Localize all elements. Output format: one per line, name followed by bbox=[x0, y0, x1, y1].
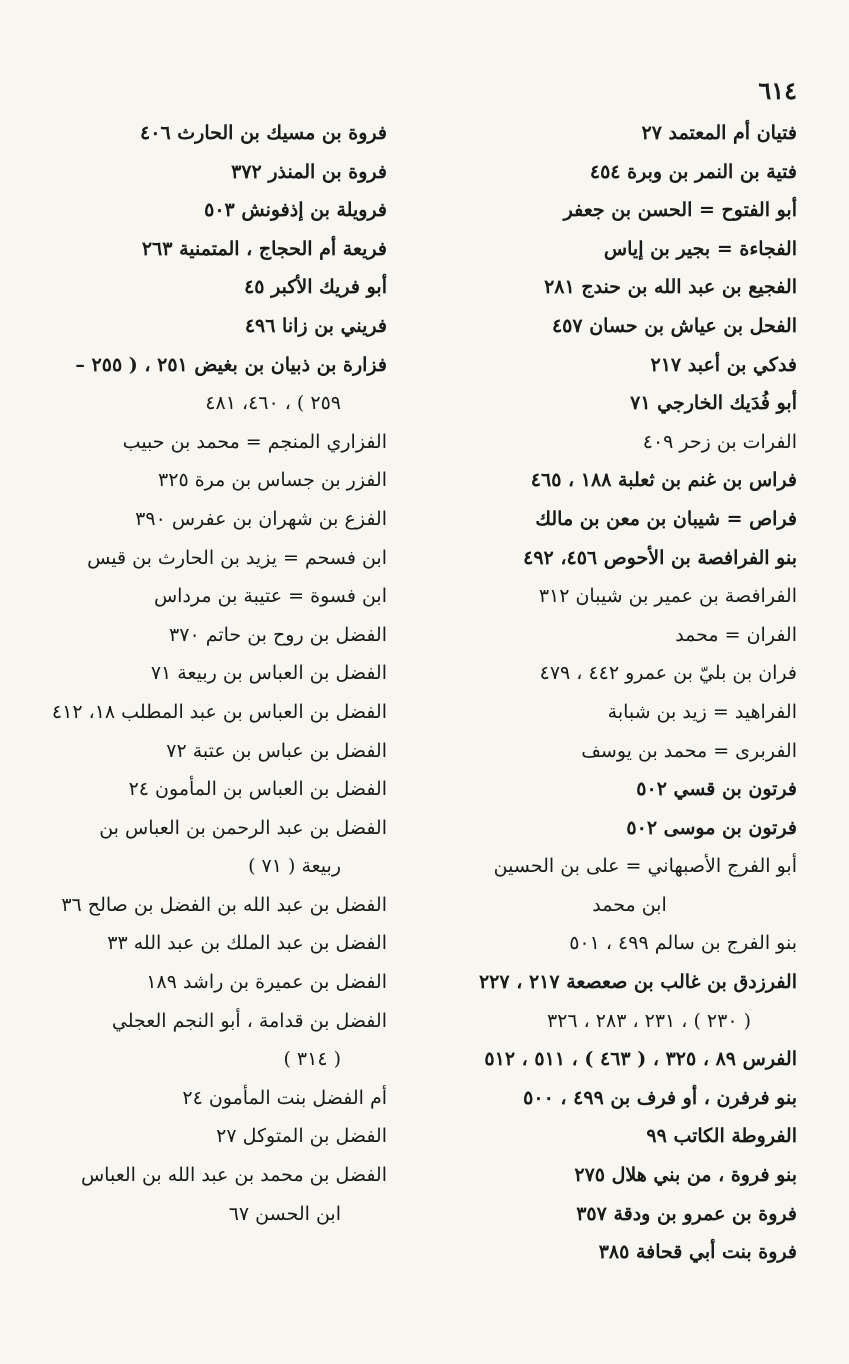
page-number: ٦١٤ bbox=[758, 76, 797, 105]
index-entry: فريني بن زانا ٤٩٦ bbox=[244, 314, 387, 337]
index-entry: أبو الفرج الأصبهاني = على بن الحسين bbox=[493, 855, 797, 878]
index-entry: فروة بن مسيك بن الحارث ٤٠٦ bbox=[140, 122, 387, 144]
index-entry: الفرزدق بن غالب بن صعصعة ٢١٧ ، ٢٢٧ bbox=[478, 971, 797, 994]
index-entry: ابن الحسن ٦٧ bbox=[228, 1202, 341, 1225]
index-entry: الفران = محمد bbox=[675, 623, 797, 646]
index-entry: الفضل بن عباس بن عتبة ٧٢ bbox=[166, 739, 387, 762]
index-entry: فروة بنت أبي قحافة ٣٨٥ bbox=[598, 1241, 797, 1264]
index-entry: الفزاري المنجم = محمد بن حبيب bbox=[122, 430, 387, 453]
index-entry: الفضل بن روح بن حاتم ٣٧٠ bbox=[169, 623, 387, 646]
index-entry: الفزع بن شهران بن عفرس ٣٩٠ bbox=[135, 507, 387, 530]
index-entry: الفزر بن جساس بن مرة ٣٢٥ bbox=[158, 469, 387, 492]
index-entry: بنو الفرافصة بن الأحوص ٤٥٦، ٤٩٢ bbox=[523, 546, 797, 569]
index-entry: ابن محمد bbox=[592, 893, 667, 916]
index-entry: أبو الفتوح = الحسن بن جعفر bbox=[563, 199, 797, 222]
index-entry: ابن فسوة = عتيبة بن مرداس bbox=[153, 585, 387, 608]
index-entry: فراس بن غنم بن ثعلبة ١٨٨ ، ٤٦٥ bbox=[530, 469, 797, 492]
index-entry: الفضل بن العباس بن ربيعة ٧١ bbox=[150, 662, 387, 685]
index-entry: فروة بن المنذر ٣٧٢ bbox=[231, 160, 387, 183]
index-entry: الفضل بن قدامة ، أبو النجم العجلي bbox=[111, 1009, 387, 1032]
index-entry: الفضل بن عبد الرحمن بن العباس بن bbox=[99, 816, 387, 839]
index-entry: ( ٢٣٠ ) ، ٢٣١ ، ٢٨٣ ، ٣٢٦ bbox=[546, 1009, 751, 1032]
index-entry: فدكي بن أعبد ٢١٧ bbox=[650, 353, 797, 376]
index-entry: بنو فروة ، من بني هلال ٢٧٥ bbox=[574, 1164, 797, 1187]
index-entry: فروة بن عمرو بن ودقة ٣٥٧ bbox=[576, 1202, 797, 1225]
index-entry: الفروطة الكاتب ٩٩ bbox=[646, 1125, 797, 1148]
index-entry: فريعة أم الحجاج ، المتمنية ٢٦٣ bbox=[141, 237, 387, 260]
right-column bbox=[462, 114, 797, 1272]
index-entry: فزارة بن ذبيان بن بغيض ٢٥١ ، ( ٢٥٥ – bbox=[75, 353, 387, 376]
index-entry: الفرات بن زحر ٤٠٩ bbox=[642, 430, 797, 453]
index-entry: فتية بن النمر بن وبرة ٤٥٤ bbox=[589, 160, 797, 183]
index-entry: فران بن بليّ بن عمرو ٤٤٢ ، ٤٧٩ bbox=[539, 662, 797, 685]
index-entry: فرويلة بن إذفونش ٥٠٣ bbox=[204, 199, 387, 222]
index-entry: أم الفضل بنت المأمون ٢٤ bbox=[182, 1086, 387, 1109]
index-entry: الفضل بن عميرة بن راشد ١٨٩ bbox=[146, 971, 387, 994]
index-entry: فراص = شيبان بن معن بن مالك bbox=[535, 507, 797, 530]
index-entry: أبو فُدَيك الخارجي ٧١ bbox=[630, 392, 797, 415]
index-entry: الفضل بن عبد الله بن الفضل بن صالح ٣٦ bbox=[61, 893, 387, 916]
index-entry: الفجاءة = بجير بن إياس bbox=[603, 237, 797, 260]
index-entry: ربيعة ( ٧١ ) bbox=[248, 855, 341, 878]
index-entry: ( ٣١٤ ) bbox=[283, 1048, 341, 1071]
index-entry: فتيان أم المعتمد ٢٧ bbox=[641, 122, 797, 144]
index-entry: الفرس ٨٩ ، ٣٢٥ ، ( ٤٦٣ ) ، ٥١١ ، ٥١٢ bbox=[484, 1048, 797, 1071]
index-entry: الفحل بن عياش بن حسان ٤٥٧ bbox=[551, 314, 797, 337]
index-entry: الفضل بن عبد الملك بن عبد الله ٣٣ bbox=[107, 932, 387, 955]
index-entry: الفراهيد = زيد بن شبابة bbox=[607, 700, 797, 723]
index-entry: الفربرى = محمد بن يوسف bbox=[581, 739, 797, 762]
index-entry: الفجيع بن عبد الله بن حندج ٢٨١ bbox=[544, 276, 797, 299]
index-entry: الفضل بن المتوكل ٢٧ bbox=[216, 1125, 387, 1148]
index-entry: الفضل بن العباس بن المأمون ٢٤ bbox=[128, 778, 387, 801]
index-entry: بنو الفرج بن سالم ٤٩٩ ، ٥٠١ bbox=[569, 932, 797, 955]
index-entry: الفضل بن محمد بن عبد الله بن العباس bbox=[80, 1164, 387, 1187]
index-entry: الفرافصة بن عمير بن شيبان ٣١٢ bbox=[538, 585, 797, 608]
index-entry: فرتون بن قسي ٥٠٢ bbox=[636, 778, 797, 801]
index-entry: الفضل بن العباس بن عبد المطلب ١٨، ٤١٢ bbox=[51, 700, 387, 723]
index-entry: ٢٥٩ ) ، ٤٦٠، ٤٨١ bbox=[205, 392, 341, 415]
left-column bbox=[44, 114, 387, 1233]
index-entry: أبو فريك الأكبر ٤٥ bbox=[244, 276, 387, 299]
index-entry: ابن فسحم = يزيد بن الحارث بن قيس bbox=[87, 546, 387, 569]
index-entry: فرتون بن موسى ٥٠٢ bbox=[626, 816, 797, 839]
index-entry: بنو فرفرن ، أو فرف بن ٤٩٩ ، ٥٠٠ bbox=[523, 1086, 797, 1109]
